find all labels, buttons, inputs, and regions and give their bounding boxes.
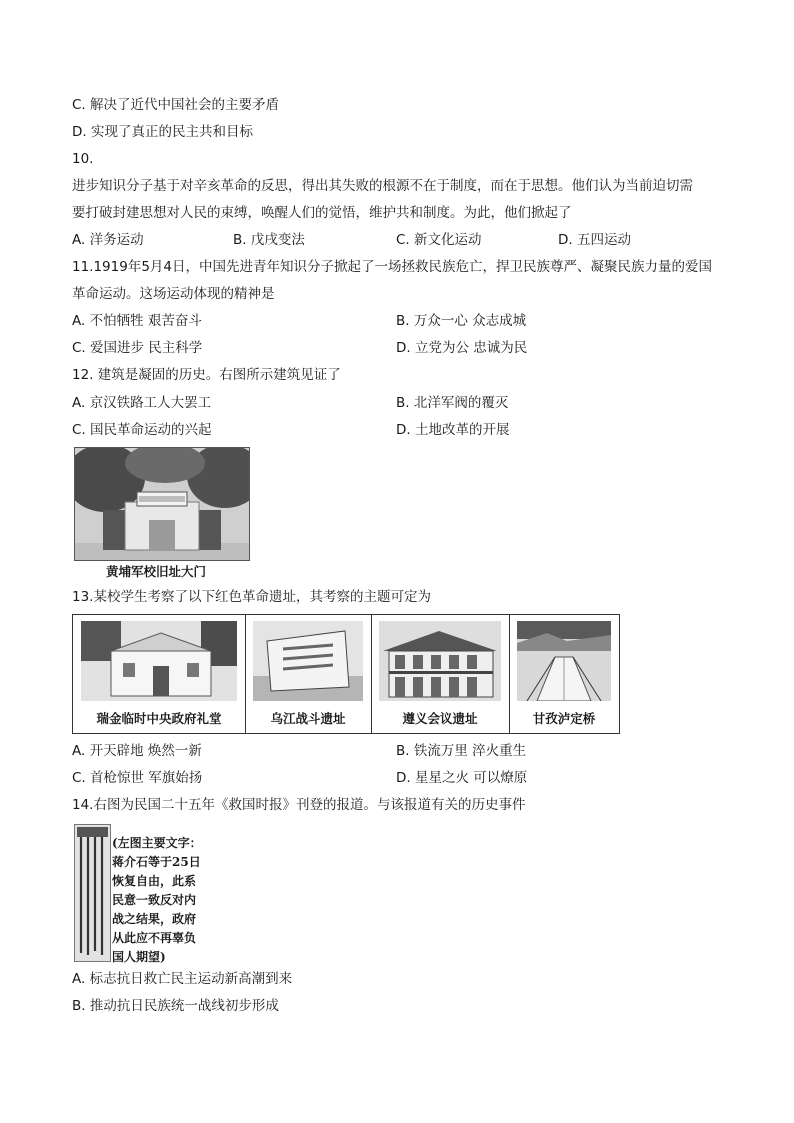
q10-option-c: C. 新文化运动 xyxy=(396,232,482,248)
q10-option-b: B. 戊戌变法 xyxy=(233,232,305,248)
q11-stem-line2: 革命运动。这场运动体现的精神是 xyxy=(72,286,275,302)
note-line: 国人期望) xyxy=(112,950,166,964)
note-line: 蒋介石等于25日 xyxy=(112,855,201,869)
q13-option-a: A. 开天辟地 焕然一新 xyxy=(72,743,202,759)
q13-option-c: C. 首枪惊世 军旗始扬 xyxy=(72,770,203,786)
note-line: 从此应不再辜负 xyxy=(112,931,197,945)
q10-option-d: D. 五四运动 xyxy=(558,232,631,248)
whampoa-caption: 黄埔军校旧址大门 xyxy=(106,564,207,579)
luding-bridge-photo xyxy=(517,621,611,701)
q10-stem-line1: 进步知识分子基于对辛亥革命的反思，得出其失败的根源不在于制度，而在于思想。他们认为当前迫切需 xyxy=(72,178,693,194)
q14-option-b: B. 推动抗日民族统一战线初步形成 xyxy=(72,998,279,1014)
note-line: 民意一致反对内 xyxy=(112,893,197,907)
q10-number: 10. xyxy=(72,151,94,167)
q11-option-b: B. 万众一心 众志成城 xyxy=(396,313,527,329)
site-label-luding: 甘孜泸定桥 xyxy=(532,711,596,726)
q10-option-a: A. 洋务运动 xyxy=(72,232,144,248)
whampoa-gate-photo xyxy=(74,447,250,561)
gate-image xyxy=(75,448,249,560)
site-wujiang xyxy=(245,615,372,733)
q11-option-d: D. 立党为公 忠诚为民 xyxy=(396,340,528,356)
q14-stem: 14.右图为民国二十五年《救国时报》刊登的报道。与该报道有关的历史事件 xyxy=(72,797,526,813)
q12-option-c: C. 国民革命运动的兴起 xyxy=(72,422,212,438)
q11-option-a: A. 不怕牺牲 艰苦奋斗 xyxy=(72,313,202,329)
q13-option-b: B. 铁流万里 淬火重生 xyxy=(396,743,527,759)
q9-option-d: D. 实现了真正的民主共和目标 xyxy=(72,124,253,140)
red-sites-strip xyxy=(72,614,620,734)
wujiang-stele-photo xyxy=(253,621,363,701)
zunyi-building-photo xyxy=(379,621,501,701)
q12-option-d: D. 土地改革的开展 xyxy=(396,422,510,438)
q11-option-c: C. 爱国进步 民主科学 xyxy=(72,340,203,356)
site-label-zunyi: 遵义会议遗址 xyxy=(402,711,478,726)
note-line: 恢复自由，此系 xyxy=(112,874,197,888)
site-label-ruijin: 瑞金临时中央政府礼堂 xyxy=(96,711,222,726)
q10-stem-line2: 要打破封建思想对人民的束缚，唤醒人们的觉悟，维护共和制度。为此，他们掀起了 xyxy=(72,205,572,221)
site-ruijin xyxy=(73,615,246,733)
q13-option-d: D. 星星之火 可以燎原 xyxy=(396,770,528,786)
q11-stem-line1: 11.1919年5月4日，中国先进青年知识分子掀起了一场拯救民族危亡，捍卫民族尊严、凝聚民族力量的爱国 xyxy=(72,259,713,275)
ruijin-hall-photo xyxy=(81,621,237,701)
q12-option-a: A. 京汉铁路工人大罢工 xyxy=(72,395,212,411)
newspaper-clipping-image xyxy=(74,824,111,962)
q9-option-c: C. 解决了近代中国社会的主要矛盾 xyxy=(72,97,280,113)
q14-option-a: A. 标志抗日救亡民主运动新高潮到来 xyxy=(72,971,293,987)
note-line: (左图主要文字： xyxy=(112,836,202,850)
q12-stem: 12. 建筑是凝固的历史。右图所示建筑见证了 xyxy=(72,367,341,383)
site-luding xyxy=(509,615,619,733)
q13-stem: 13.某校学生考察了以下红色革命遗址，其考察的主题可定为 xyxy=(72,589,431,605)
q12-option-b: B. 北洋军阀的覆灭 xyxy=(396,395,509,411)
note-line: 战之结果，政府 xyxy=(112,912,197,926)
site-label-wujiang: 乌江战斗遗址 xyxy=(270,711,346,726)
site-zunyi xyxy=(371,615,510,733)
newspaper-transcription xyxy=(112,834,202,967)
